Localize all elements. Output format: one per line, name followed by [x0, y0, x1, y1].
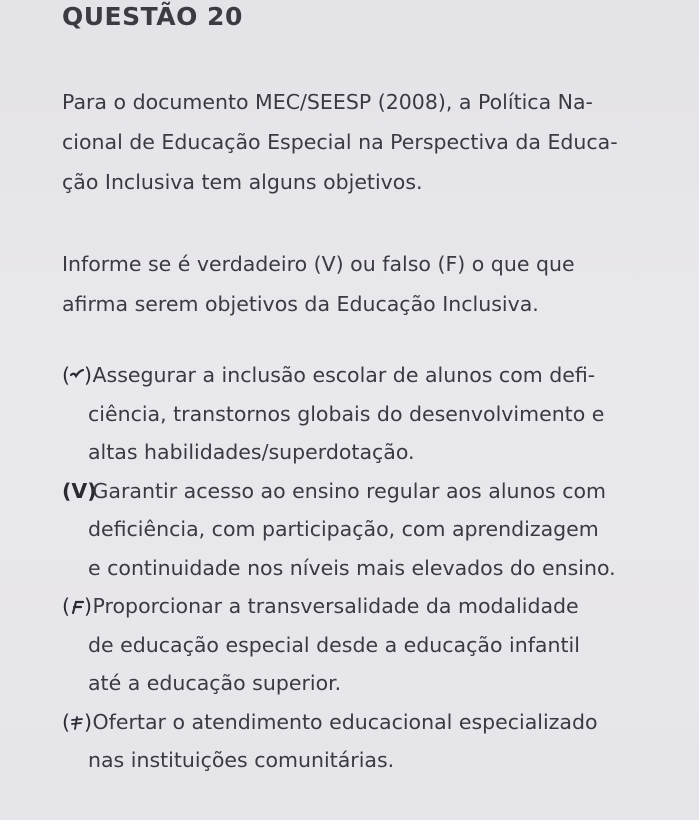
intro-line: cional de Educação Especial na Perspectiva da Educa-: [62, 130, 618, 154]
statement-line: ciência, transtornos globais do desenvolvimento e: [88, 401, 605, 426]
statement-line: Proporcionar a transversalidade da modalidade: [92, 594, 579, 618]
statement-line: nas instituições comunitárias.: [88, 748, 395, 772]
statement-line: até a educação superior.: [88, 671, 342, 695]
question-intro: [62, 82, 682, 202]
statement-line: Ofertar o atendimento educacional especializado: [92, 709, 598, 734]
statement-line: de educação especial desde a educação infantil: [88, 632, 580, 657]
intro-line: Para o documento MEC/SEESP (2008), a Política Na-: [62, 90, 593, 114]
statement-line: e continuidade nos níveis mais elevados do ensino.: [88, 555, 616, 580]
f-mark-scribble-icon: [70, 600, 84, 614]
answer-mark-4[interactable]: ( ): [62, 709, 92, 734]
statement-item-4: [62, 703, 682, 780]
statement-item-1: [62, 356, 682, 472]
intro-line: ção Inclusiva tem alguns objetivos.: [62, 170, 423, 194]
statement-line: Garantir acesso ao ensino regular aos alunos com: [92, 478, 607, 503]
statement-item-3: [62, 587, 682, 703]
checkmark-scribble-icon: [70, 369, 84, 383]
answer-mark-3[interactable]: ( ): [62, 594, 92, 618]
answer-mark-1[interactable]: ( ): [62, 363, 92, 387]
instruction-line: afirma serem objetivos da Educação Inclusiva.: [62, 292, 539, 316]
statement-line: Assegurar a inclusão escolar de alunos com defi-: [92, 363, 596, 387]
statement-list: [62, 356, 682, 780]
answer-mark-2[interactable]: (V): [62, 478, 97, 503]
statement-item-2: [62, 472, 682, 588]
statement-line: deficiência, com participação, com aprendizagem: [88, 517, 599, 541]
instruction-line: Informe se é verdadeiro (V) ou falso (F) o que que: [62, 252, 575, 276]
statement-line: altas habilidades/superdotação.: [88, 440, 415, 464]
question-title: QUESTÃO 20: [62, 2, 243, 31]
f-mark-scribble-icon: [70, 716, 84, 730]
question-instruction: [62, 244, 682, 324]
